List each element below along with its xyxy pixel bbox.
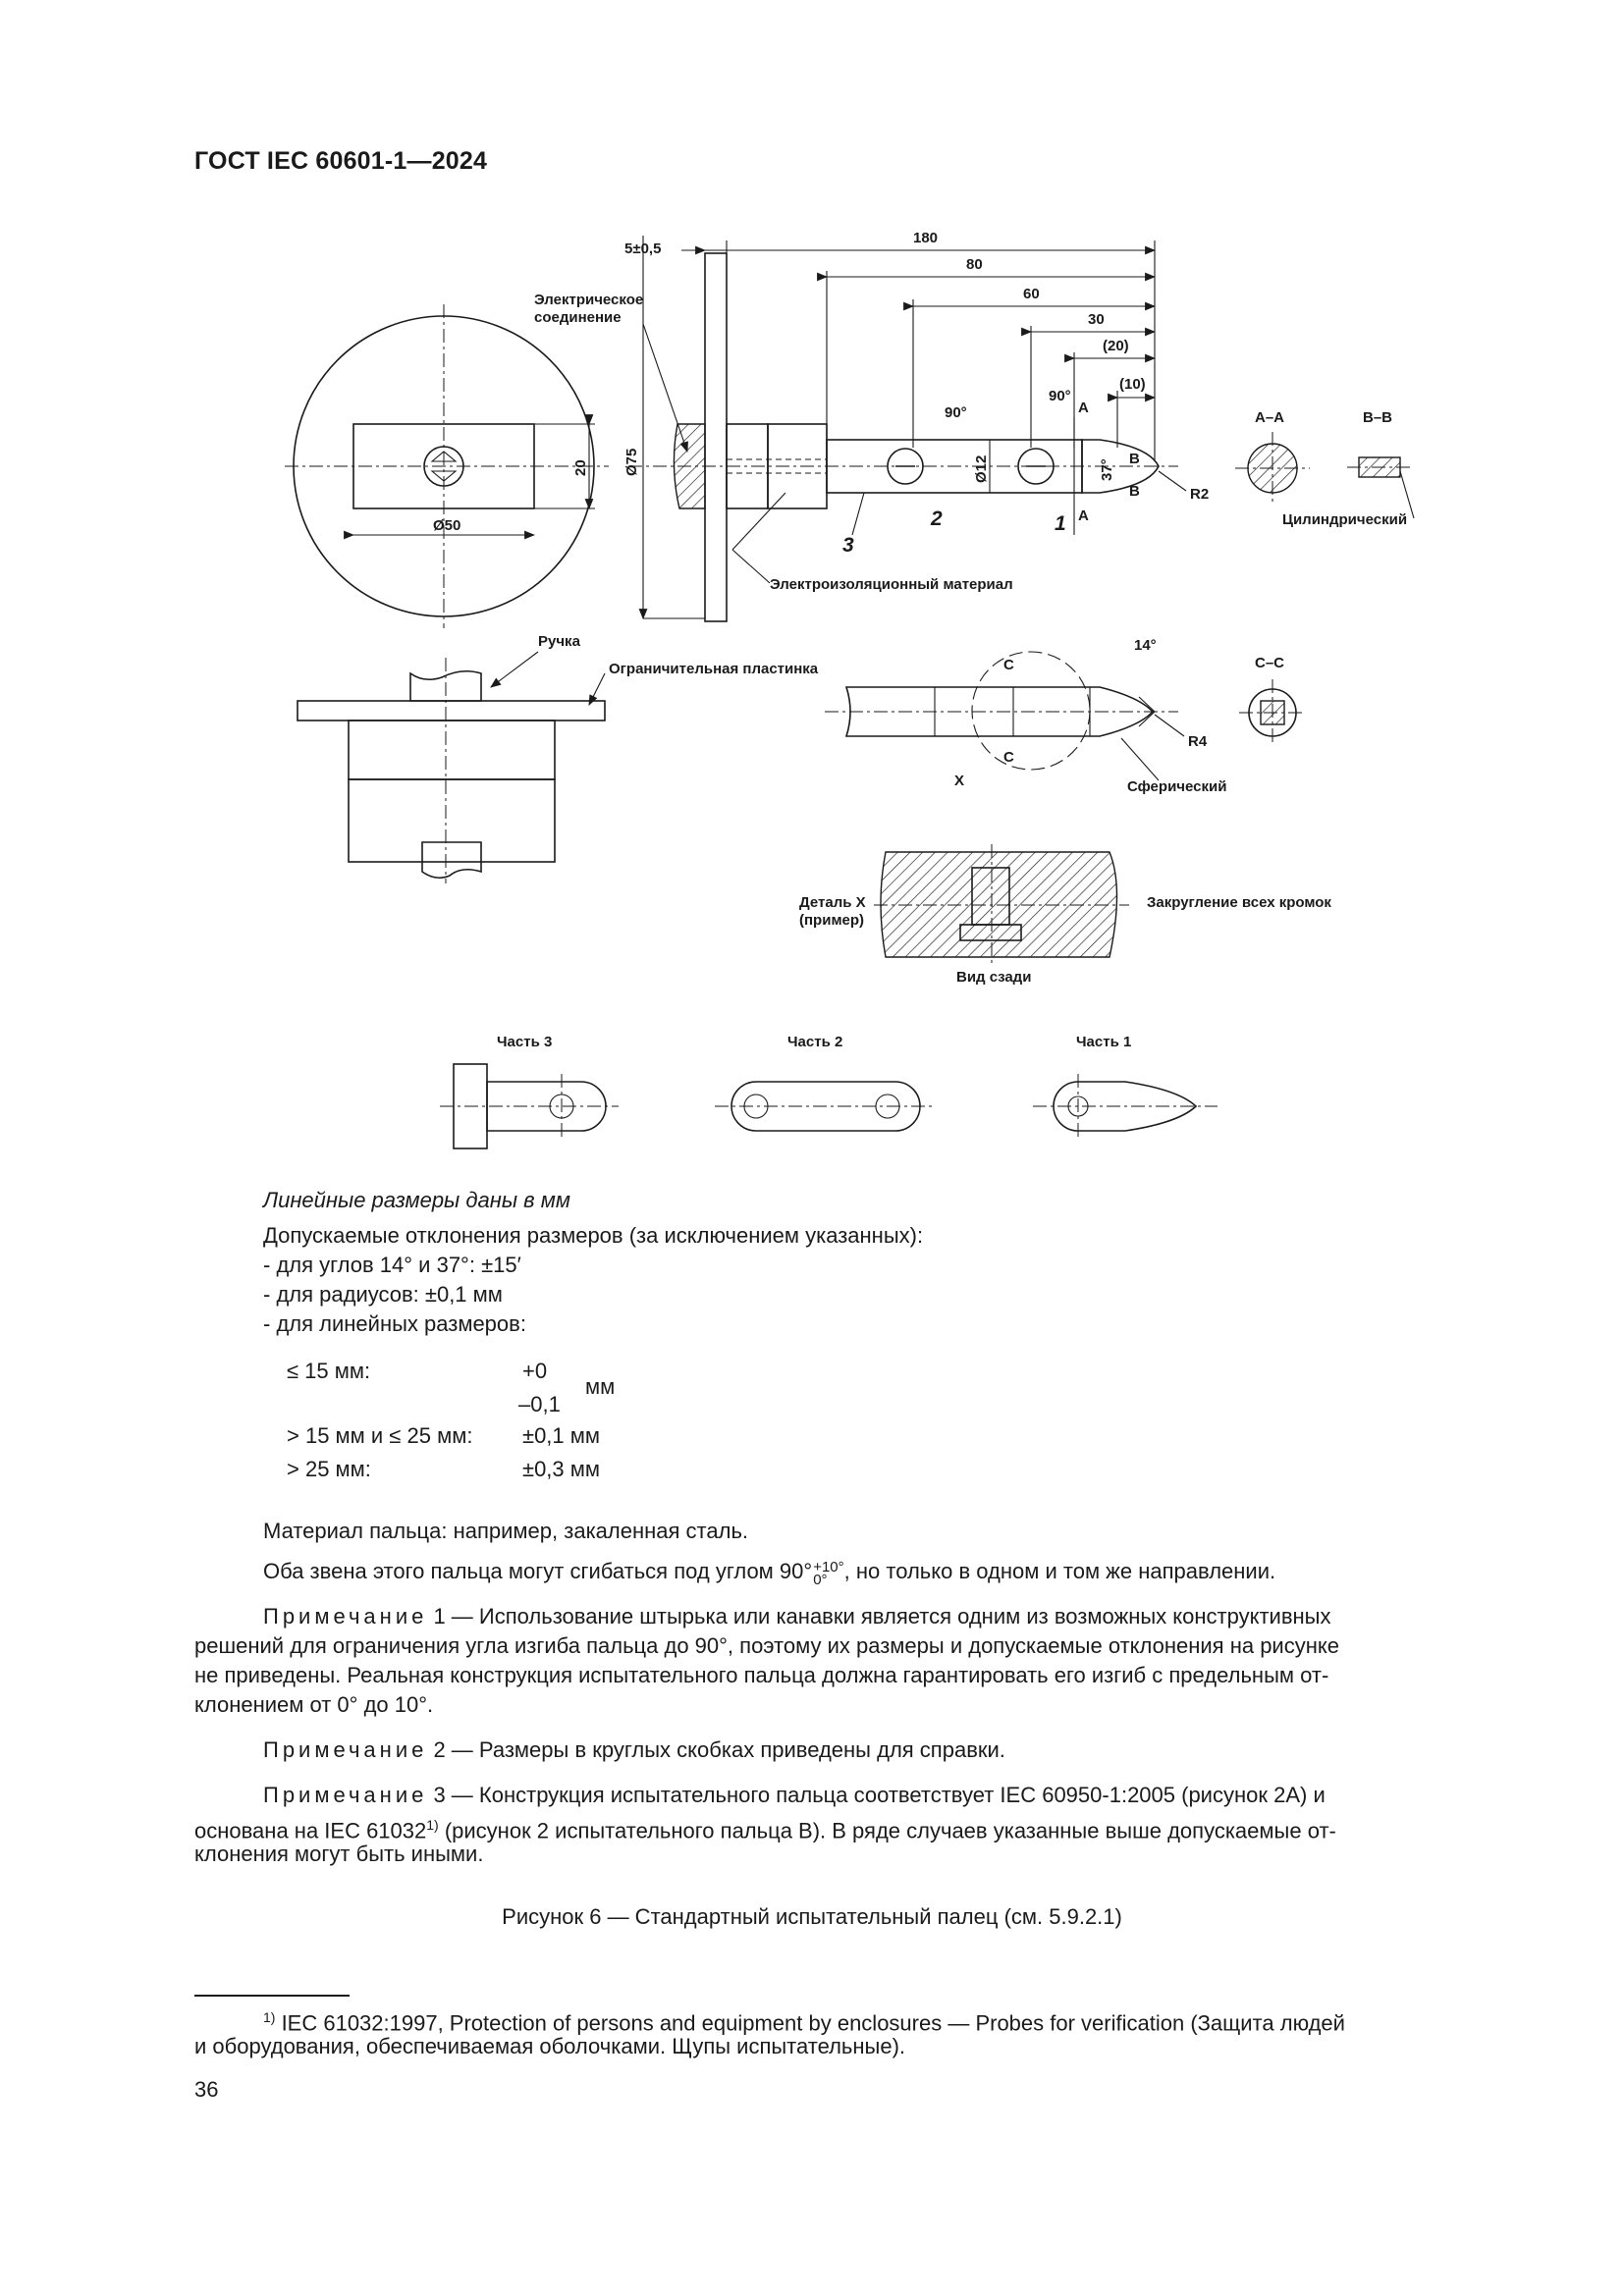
tol-row2-value: ±0,1 мм	[522, 1423, 601, 1448]
tol-row3-value: ±0,3 мм	[522, 1457, 601, 1481]
angle-37: 37°	[1099, 458, 1115, 481]
label-handle: Ручка	[538, 633, 580, 650]
dim-d50: Ø50	[433, 517, 461, 534]
tol-row2-label: > 15 мм и ≤ 25 мм:	[287, 1423, 473, 1448]
note3-word: Примечание	[263, 1783, 428, 1807]
label-stop-plate: Ограничительная пластинка	[609, 661, 819, 677]
dim-5: 5±0,5	[624, 240, 662, 257]
part2-title: Часть 2	[787, 1034, 843, 1050]
bend-sub: 0°	[813, 1572, 828, 1588]
bend-sup: +10°	[813, 1559, 844, 1575]
section-a-bottom: A	[1078, 507, 1089, 524]
parts-row	[440, 1034, 1218, 1148]
dim-80: 80	[966, 256, 983, 273]
label-insulation: Электроизоляционный материал	[770, 576, 1013, 593]
detail-x	[799, 844, 1331, 986]
note3-line1	[263, 1781, 1326, 1810]
bend-tolerance	[813, 1561, 843, 1586]
label-detail-x: Деталь X	[799, 894, 866, 911]
note1-line1	[263, 1602, 1330, 1631]
dim-20-ref: (20)	[1103, 338, 1129, 354]
detail-x-mark: X	[954, 773, 965, 789]
part1-title: Часть 1	[1076, 1034, 1132, 1050]
label-rear-view: Вид сзади	[956, 969, 1032, 986]
tol-row1-plus: +0	[522, 1359, 548, 1383]
dim-180: 180	[913, 230, 939, 246]
note3-text: 3 — Конструкция испытательного пальца соответствует IEC 60950-1:2005 (рисунок 2А) и	[427, 1783, 1326, 1807]
document-header: ГОСТ IEC 60601-1—2024	[194, 147, 488, 175]
note1-text: 1 — Использование штырька или канавки является одним из возможных конструктивных	[427, 1604, 1331, 1629]
angle-90-a: 90°	[945, 404, 967, 421]
note1-line2: решений для ограничения угла изгиба пальца до 90°, поэтому их размеры и допускаемые отклонения на рисунке	[194, 1633, 1339, 1658]
note1-line4: клонением от 0° до 10°.	[194, 1692, 434, 1717]
section-cc-title: C–C	[1255, 655, 1285, 671]
dim-d12: Ø12	[973, 454, 990, 483]
label-electric-1: Электрическое	[534, 292, 644, 308]
label-cylindrical: Цилиндрический	[1282, 511, 1408, 528]
part-number-3: 3	[842, 534, 854, 557]
section-aa-title: A–A	[1255, 409, 1285, 426]
dim-d75: Ø75	[623, 448, 640, 476]
figure-caption: Рисунок 6 — Стандартный испытательный палец (см. 5.9.2.1)	[502, 1904, 1122, 1929]
tolerance-linear: - для линейных размеров:	[263, 1311, 526, 1336]
page-number: 36	[194, 2077, 219, 2102]
tol-row1-label: ≤ 15 мм:	[287, 1359, 371, 1383]
note1-line3: не приведены. Реальная конструкция испытательного пальца должна гарантировать его изгиб с предельным от-	[194, 1663, 1329, 1687]
material-line: Материал пальца: например, закаленная сталь.	[263, 1519, 749, 1543]
section-b-top: B	[1129, 451, 1140, 467]
section-b-bottom: B	[1129, 483, 1140, 500]
section-c-top: C	[1003, 657, 1014, 673]
note3-footnote-ref: 1)	[426, 1817, 439, 1833]
label-spherical: Сферический	[1127, 778, 1227, 795]
radius-r2: R2	[1190, 486, 1210, 503]
part3-title: Часть 3	[497, 1034, 553, 1050]
label-rounding: Закругление всех кромок	[1147, 894, 1331, 911]
finger-detail	[825, 637, 1306, 795]
note2-line	[263, 1735, 1005, 1765]
sections-ab	[1235, 409, 1414, 528]
radius-r4: R4	[1188, 733, 1208, 750]
tolerances-intro: Допускаемые отклонения размеров (за исключением указанных):	[263, 1223, 924, 1248]
bend-post: , но только в одном и том же направлении.	[843, 1559, 1276, 1583]
part-number-1: 1	[1055, 512, 1066, 535]
tol-row1-unit: мм	[585, 1374, 616, 1399]
angle-90-b: 90°	[1049, 388, 1071, 404]
side-view	[534, 230, 1209, 621]
units-note: Линейные размеры даны в мм	[263, 1188, 570, 1212]
note3-l2-pre: основана на IEC 61032	[194, 1818, 427, 1843]
note3-l2-post: (рисунок 2 испытательного пальца В). В ряде случаев указанные выше допускаемые от-	[438, 1818, 1336, 1843]
tol-row3-label: > 25 мм:	[287, 1457, 371, 1481]
section-bb-title: B–B	[1363, 409, 1393, 426]
dim-60: 60	[1023, 286, 1040, 302]
section-c-bottom: C	[1003, 749, 1014, 766]
note1-word: Примечание	[263, 1604, 428, 1629]
dim-10-ref: (10)	[1119, 376, 1146, 393]
label-electric-2: соединение	[534, 309, 622, 326]
note3-line3: клонения могут быть иными.	[194, 1842, 484, 1866]
footnote-text1: IEC 61032:1997, Protection of persons and equipment by enclosures — Probes for verification (Защита людей	[275, 2010, 1345, 2036]
dim-20: 20	[572, 459, 589, 476]
bend-line	[263, 1557, 1275, 1586]
footnote-divider	[194, 1995, 350, 1997]
tol-row1-minus: –0,1	[518, 1392, 561, 1416]
front-view	[285, 304, 609, 628]
label-detail-example: (пример)	[799, 912, 865, 929]
part-number-2: 2	[931, 507, 943, 530]
section-a-top: A	[1078, 400, 1089, 416]
handle-view	[298, 633, 819, 883]
dim-30: 30	[1088, 311, 1105, 328]
tolerance-angles: - для углов 14° и 37°: ±15′	[263, 1253, 521, 1277]
bend-pre: Оба звена этого пальца могут сгибаться под углом 90°	[263, 1559, 813, 1583]
angle-14: 14°	[1134, 637, 1157, 654]
note2-word: Примечание	[263, 1737, 428, 1762]
footnote-line2: и оборудования, обеспечиваемая оболочками. Щупы испытательные).	[194, 2034, 906, 2058]
tolerance-radii: - для радиусов: ±0,1 мм	[263, 1282, 503, 1307]
note2-text: 2 — Размеры в круглых скобках приведены для справки.	[427, 1737, 1005, 1762]
footnote-mark: 1)	[263, 2009, 276, 2025]
